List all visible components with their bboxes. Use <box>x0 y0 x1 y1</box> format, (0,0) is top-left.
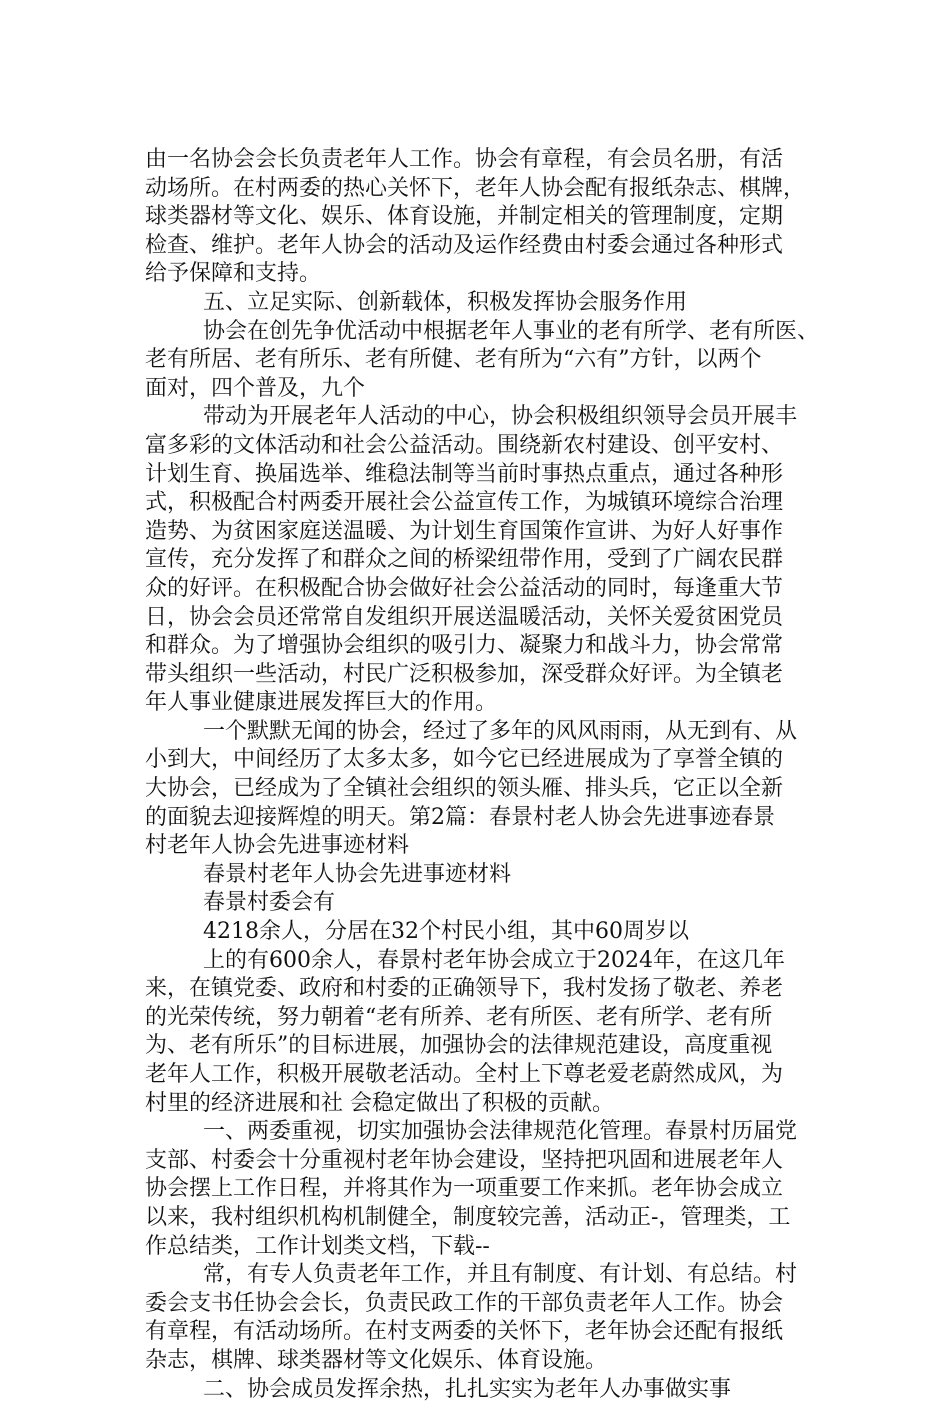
text-line: 球类器材等文化、娱乐、体育设施，并制定相关的管理制度，定期 <box>145 204 784 230</box>
section-heading: 五、立足实际、创新载体，积极发挥协会服务作用 <box>203 289 688 315</box>
text-line: 小到大，中间经历了太多太多，如今它已经进展成为了享誉全镇的 <box>145 747 784 773</box>
text-line: 富多彩的文体活动和社会公益活动。围绕新农村建设、创平安村、 <box>145 432 784 458</box>
text-line: 由一名协会会长负责老年人工作。协会有章程，有会员名册，有活 <box>145 147 784 172</box>
text-line: 大协会，已经成为了全镇社会组织的领头雁、排头兵，它正以全新 <box>145 776 784 802</box>
text-line: 众的好评。在积极配合协会做好社会公益活动的同时，每逢重大节 <box>145 575 784 601</box>
text-line: 村里的经济进展和社 会稳定做出了积极的贡献。 <box>145 1090 614 1116</box>
document-body <box>145 146 825 1404</box>
text-line: 春景村委会有 <box>203 890 336 916</box>
text-line: 面对，四个普及，九个 <box>145 375 366 401</box>
text-line: 造势、为贫困家庭送温暖、为计划生育国策作宣讲、为好人好事作 <box>145 518 784 544</box>
text-line: 支部、村委会十分重视村老年协会建设，坚持把巩固和进展老年人 <box>145 1147 784 1173</box>
text-line: 日，协会会员还常常自发组织开展送温暖活动，关怀关爱贫困党员 <box>145 604 784 630</box>
text-line: 村老年人协会先进事迹材料 <box>145 833 410 859</box>
text-line: 为、老有所乐”的目标进展，加强协会的法律规范建设，高度重视 <box>145 1033 773 1059</box>
text-line: 作总结类，工作计划类文档，下载-- <box>145 1233 490 1259</box>
section-heading: 一、两委重视，切实加强协会法律规范化管理。春景村历届党 <box>203 1119 798 1145</box>
text-line: 带动为开展老年人活动的中心，协会积极组织领导会员开展丰 <box>203 404 798 430</box>
text-line: 4218余人，分居在32个村民小组，其中60周岁以 <box>203 919 689 945</box>
text-line: 协会摆上工作日程，并将其作为一项重要工作来抓。老年协会成立 <box>145 1176 784 1202</box>
text-line: 老年人工作，积极开展敬老活动。全村上下尊老爱老蔚然成风，为 <box>145 1062 784 1087</box>
text-line: 一个默默无闻的协会，经过了多年的风风雨雨，从无到有、从 <box>203 718 798 744</box>
text-line: 宣传，充分发挥了和群众之间的桥梁纽带作用，受到了广阔农民群 <box>145 547 784 573</box>
section-heading: 二、协会成员发挥余热，扎扎实实为老年人办事做实事 <box>203 1376 732 1402</box>
text-line: 给予保障和支持。 <box>145 261 322 287</box>
text-line: 以来，我村组织机构机制健全，制度较完善，活动正-，管理类，工 <box>145 1204 791 1230</box>
text-line: 计划生育、换届选举、维稳法制等当前时事热点重点，通过各种形 <box>145 461 784 487</box>
text-line: 杂志，棋牌、球类器材等文化娱乐、体育设施。 <box>145 1347 608 1373</box>
text-line: 上的有600余人，春景村老年协会成立于2024年，在这几年 <box>203 947 785 973</box>
text-line: 常，有专人负责老年工作，并且有制度、有计划、有总结。村 <box>203 1262 798 1288</box>
text-line: 动场所。在村两委的热心关怀下，老年人协会配有报纸杂志、棋牌， <box>145 175 806 201</box>
text-line: 协会在创先争优活动中根据老年人事业的老有所学、老有所医、 <box>203 318 820 344</box>
text-line: 年人事业健康进展发挥巨大的作用。 <box>145 690 498 716</box>
text-line: 和群众。为了增强协会组织的吸引力、凝聚力和战斗力，协会常常 <box>145 633 784 659</box>
text-line: 带头组织一些活动，村民广泛积极参加，深受群众好评。为全镇老 <box>145 661 784 687</box>
text-line: 的光荣传统，努力朝着“老有所养、老有所医、老有所学、老有所 <box>145 1004 773 1030</box>
text-line: 来，在镇党委、政府和村委的正确领导下，我村发扬了敬老、养老 <box>145 976 784 1002</box>
text-line: 委会支书任协会会长，负责民政工作的干部负责老年人工作。协会 <box>145 1290 784 1316</box>
article-title: 春景村老年人协会先进事迹材料 <box>203 861 512 887</box>
text-line: 式，积极配合村两委开展社会公益宣传工作，为城镇环境综合治理 <box>145 490 784 516</box>
text-line: 检查、维护。老年人协会的活动及运作经费由村委会通过各种形式 <box>145 232 784 258</box>
text-line: 老有所居、老有所乐、老有所健、老有所为“六有”方针，以两个 <box>145 347 762 373</box>
text-line: 有章程，有活动场所。在村支两委的关怀下，老年协会还配有报纸 <box>145 1319 784 1345</box>
text-line: 的面貌去迎接辉煌的明天。第2篇：春景村老人协会先进事迹春景 <box>145 804 775 830</box>
